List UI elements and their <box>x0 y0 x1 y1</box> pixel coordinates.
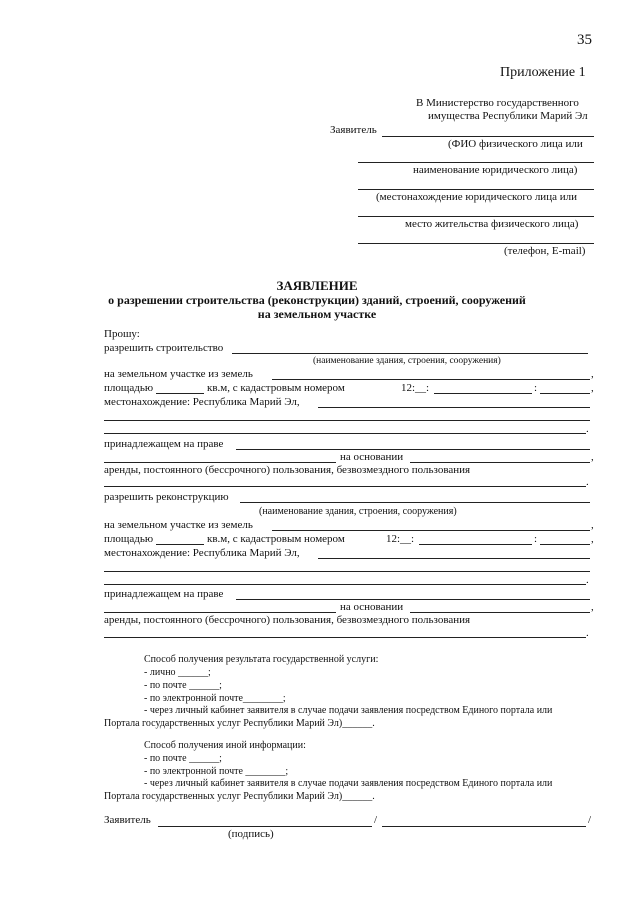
location-field-2b[interactable] <box>318 558 590 559</box>
reconstruct-name-field[interactable] <box>240 502 590 503</box>
location-label-2: местонахождение: Республика Марий Эл, <box>104 547 300 559</box>
applicant-name-field-2[interactable] <box>358 162 594 163</box>
comma: , <box>591 601 594 613</box>
right-field[interactable] <box>236 449 590 450</box>
applicant-label: Заявитель <box>330 124 377 136</box>
request-label: Прошу: <box>104 328 140 340</box>
right-label: принадлежащем на праве <box>104 438 224 450</box>
applicant-hint-2: наименование юридического лица) <box>413 164 578 176</box>
right-field-2[interactable] <box>104 462 336 463</box>
comma: , <box>591 533 594 545</box>
land-category-label-2: на земельном участке из земель <box>104 519 253 531</box>
signature-field[interactable] <box>158 826 372 827</box>
build-name-field[interactable] <box>232 353 588 354</box>
build-hint: (наименование здания, строения, сооружения) <box>313 356 501 366</box>
signature-slash-2: / <box>588 814 592 826</box>
reconstruct-hint: (наименование здания, строения, сооружения) <box>259 506 457 517</box>
basis-label-2: на основании <box>340 601 404 613</box>
lease-types-label-2: аренды, постоянного (бессрочного) пользования, безвозмездного пользования <box>104 614 471 626</box>
location-field-2c[interactable] <box>104 571 590 572</box>
comma: , <box>591 382 594 394</box>
basis-field[interactable] <box>410 462 590 463</box>
reconstruct-label: разрешить реконструкцию <box>104 491 229 503</box>
result-option-cabinet-cont: Портала государственных услуг Республики Марий Эл)______. <box>104 718 375 729</box>
area-field-2[interactable] <box>156 544 204 545</box>
addressee-line-1: В Министерство государственного <box>416 97 579 109</box>
cadastral-part-2-field[interactable] <box>540 393 590 394</box>
applicant-hint-5: (телефон, E-mail) <box>504 245 586 257</box>
period: . <box>586 627 589 639</box>
info-option-post[interactable]: - по почте ______; <box>144 753 222 764</box>
page-number: 35 <box>577 32 592 48</box>
land-category-label: на земельном участке из земель <box>104 368 253 380</box>
right-field-2c[interactable] <box>104 612 336 613</box>
location-field-2d[interactable] <box>104 584 586 585</box>
land-category-field-2[interactable] <box>272 530 590 531</box>
document-subtitle-1: о разрешении строительства (реконструкции) зданий, строений, сооружений <box>108 293 526 307</box>
info-option-email[interactable]: - по электронной почте ________; <box>144 766 289 777</box>
period: . <box>586 476 589 488</box>
applicant-hint-4: место жительства физического лица) <box>405 218 579 230</box>
period: . <box>586 423 589 435</box>
location-label: местонахождение: Республика Марий Эл, <box>104 396 300 408</box>
result-option-email[interactable]: - по электронной почте________; <box>144 693 286 704</box>
lease-types-label: аренды, постоянного (бессрочного) пользования, безвозмездного пользования <box>104 464 471 476</box>
cadastral-prefix-2: 12:__: <box>386 533 415 545</box>
signature-slash-1: / <box>374 814 378 826</box>
document-subtitle-2: на земельном участке <box>257 307 377 321</box>
cadastral-part-1-field[interactable] <box>434 393 532 394</box>
applicant-hint-3: (местонахождение юридического лица или <box>376 191 577 203</box>
result-method-title: Способ получения результата государственной услуги: <box>144 654 379 665</box>
land-category-field[interactable] <box>272 379 590 380</box>
applicant-contact-field[interactable] <box>358 243 594 244</box>
basis-label: на основании <box>340 451 404 463</box>
cadastral-prefix: 12:__: <box>401 382 430 394</box>
area-unit-label: кв.м, с кадастровым номером <box>207 382 345 394</box>
location-field-2[interactable] <box>104 420 590 421</box>
applicant-name-field[interactable] <box>382 136 594 137</box>
signature-hint: (подпись) <box>228 828 274 840</box>
area-field[interactable] <box>156 393 204 394</box>
right-label-2: принадлежащем на праве <box>104 588 224 600</box>
info-option-cabinet-cont: Портала государственных услуг Республики Марий Эл)______. <box>104 791 375 802</box>
result-option-post[interactable]: - по почте ______; <box>144 680 222 691</box>
document-title: ЗАЯВЛЕНИЕ <box>276 278 358 293</box>
location-field[interactable] <box>318 407 590 408</box>
area-unit-label-2: кв.м, с кадастровым номером <box>207 533 345 545</box>
comma: , <box>591 368 594 380</box>
signature-applicant-label: Заявитель <box>104 814 151 826</box>
colon: : <box>534 533 538 545</box>
result-option-in-person[interactable]: - лично ______; <box>144 667 211 678</box>
period: . <box>586 574 589 586</box>
signature-name-field[interactable] <box>382 826 586 827</box>
cadastral-part-1-field-2[interactable] <box>419 544 532 545</box>
area-label-2: площадью <box>104 533 154 545</box>
lease-field-2[interactable] <box>104 637 586 638</box>
addressee-line-2: имущества Республики Марий Эл <box>428 110 588 122</box>
build-label: разрешить строительство <box>104 342 224 354</box>
right-field-2b[interactable] <box>236 599 590 600</box>
info-method-title: Способ получения иной информации: <box>144 740 306 751</box>
location-field-3[interactable] <box>104 433 586 434</box>
result-option-cabinet[interactable]: - через личный кабинет заявителя в случае подачи заявления посредством Единого портала или <box>144 705 553 716</box>
lease-field[interactable] <box>104 486 586 487</box>
comma: , <box>591 451 594 463</box>
comma: , <box>591 519 594 531</box>
area-label: площадью <box>104 382 154 394</box>
applicant-hint-1: (ФИО физического лица или <box>448 138 583 150</box>
cadastral-part-2-field-2[interactable] <box>540 544 590 545</box>
applicant-address-field-2[interactable] <box>358 216 594 217</box>
info-option-cabinet[interactable]: - через личный кабинет заявителя в случае подачи заявления посредством Единого портала или <box>144 778 553 789</box>
basis-field-2[interactable] <box>410 612 590 613</box>
colon: : <box>534 382 538 394</box>
appendix-label: Приложение 1 <box>500 65 586 80</box>
applicant-address-field[interactable] <box>358 189 594 190</box>
